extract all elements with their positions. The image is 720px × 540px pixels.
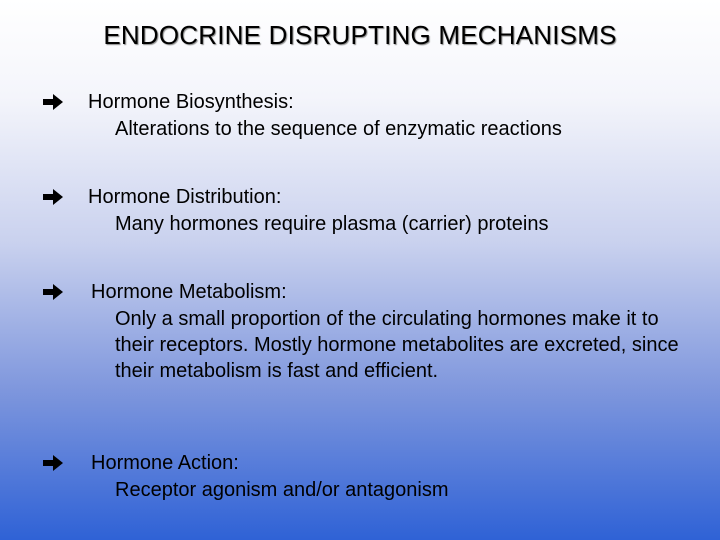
right-arrow-icon <box>42 93 64 111</box>
right-arrow-icon <box>42 188 64 206</box>
bullet-body: Alterations to the sequence of enzymatic reactions <box>115 118 562 140</box>
bullet-separator: : <box>288 91 294 113</box>
bullet-separator: : <box>275 186 282 208</box>
bullet-heading-row <box>42 451 682 475</box>
bullet-hormone-metabolism <box>42 280 682 384</box>
bullet-heading-row <box>42 280 682 304</box>
bullet-heading-row <box>42 90 682 114</box>
bullet-heading-row <box>42 185 682 209</box>
bullet-body: Only a small proportion of the circulating hormones make it to their receptors. Mostly hormone metabolites are excreted, since their metabolism is fast and efficient. <box>115 308 679 382</box>
bullet-heading: Hormone Distribution <box>88 186 276 208</box>
bullet-hormone-action <box>42 451 682 503</box>
right-arrow-icon <box>42 454 64 472</box>
bullet-body: Receptor agonism and/or antagonism <box>115 479 449 501</box>
slide-title: ENDOCRINE DISRUPTING MECHANISMS <box>103 20 617 50</box>
right-arrow-icon <box>42 283 64 301</box>
bullet-body: Many hormones require plasma (carrier) proteins <box>115 213 549 235</box>
bullet-hormone-biosynthesis <box>42 90 682 142</box>
bullet-hormone-distribution <box>42 185 682 237</box>
bullet-heading: Hormone Biosynthesis <box>88 91 289 113</box>
bullet-heading: Hormone Action <box>91 452 234 474</box>
bullet-separator: : <box>233 452 239 474</box>
bullet-heading: Hormone Metabolism: <box>91 281 287 303</box>
